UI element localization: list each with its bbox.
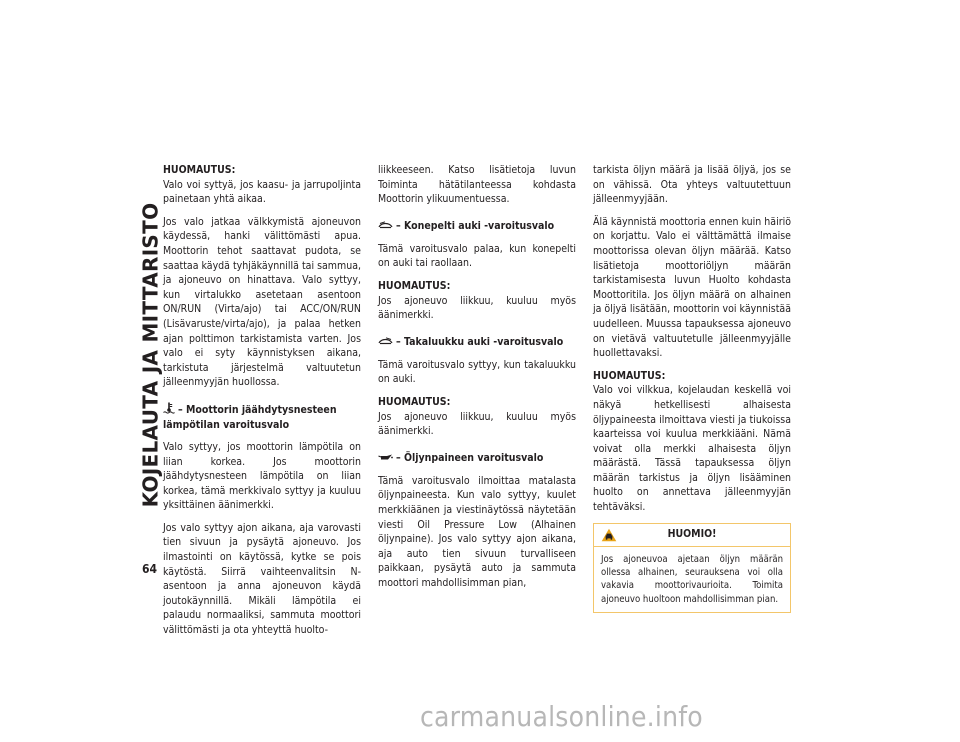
text-column-3 — [593, 163, 791, 613]
chapter-side-label — [135, 160, 165, 550]
note-title: HUOMAUTUS: — [378, 395, 451, 408]
section-heading-oil-pressure — [378, 451, 576, 466]
chapter-title: KOJELAUTA JA MITTARISTO — [138, 202, 162, 508]
note-text: Jos ajoneuvo liikkuu, kuuluu myös äänimerkki. — [378, 294, 576, 322]
paragraph: Valo syttyy, jos moottorin lämpötila on liian korkea. Jos moottorin jäähdytysnesteen lämpötila on liian korkea, tämä merkkivalo syttyy ja kuuluu yksittäinen äänimerkki. — [163, 440, 361, 512]
trunk-open-icon — [378, 336, 393, 350]
oil-can-icon — [378, 452, 393, 466]
note-title: HUOMAUTUS: — [163, 164, 236, 176]
section-heading-trunk — [378, 335, 576, 350]
warning-header — [594, 524, 790, 547]
note-text: Valo voi vilkkua, kojelaudan keskellä voi näkyä hetkellisesti alhaisesta öljypaineesta ilmoittava viesti ja tiukoissa kaarteissa voi kuulua merkkiääni. Nämä voivat olla merkki alhaisesta öljyn määrästä. Tässä tapauksessa öljyn määrän tarkistus ja öljyn lisääminen huolto on annettava jälleenmyyjän tehtäväksi. — [593, 384, 791, 514]
note-title: HUOMAUTUS: — [378, 279, 451, 292]
warning-title: HUOMIO! — [667, 528, 717, 541]
coolant-temperature-icon — [163, 402, 175, 418]
section-heading-hood — [378, 219, 576, 234]
paragraph: Tämä varoitusvalo ilmoittaa matalasta öljynpaineesta. Kun valo syttyy, kuulet merkkiäänen ja viestinäytössä näytetään viesti Oil Pressure Low (Alhainen öljynpaine). Jos valo syttyy ajon aikana, aja auto tien sivuun turvalliseen paikkaan, pysäytä auto ja sammuta moottori mahdollisimman pian, — [378, 474, 576, 589]
note — [593, 369, 791, 515]
text-column-2 — [378, 163, 576, 598]
hood-open-icon — [378, 220, 393, 234]
paragraph: Tämä varoitusvalo palaa, kun konepelti on auki tai raollaan. — [378, 242, 576, 270]
note-title: HUOMAUTUS: — [593, 369, 666, 382]
page-number: 64 — [142, 562, 158, 576]
note — [163, 163, 361, 207]
note-text: Jos ajoneuvo liikkuu, kuuluu myös äänimerkki. — [378, 410, 576, 438]
warning-text: Jos ajoneuvoa ajetaan öljyn määrän ollessa alhainen, seurauksena voi olla vakavia moottorivaurioita. Toimita ajoneuvo huoltoon mahdollisimman pian. — [601, 553, 783, 605]
section-heading-text: – Konepelti auki -varoitusvalo — [396, 219, 555, 232]
paragraph: Jos valo syttyy ajon aikana, aja varovasti tien sivuun ja pysäytä ajoneuvo. Jos ilmastointi on käytössä, kytke se pois käytöstä. Siirrä vaihteenvalitsin N-asentoon ja anna ajoneuvon käydä joutokäynnillä. Mikäli lämpötila ei palaudu normaaliksi, sammuta moottori välittömästi ja ota yhteyttä huolto- — [163, 521, 361, 637]
warning-box — [593, 523, 791, 614]
note — [378, 395, 576, 439]
paragraph: Tämä varoitusvalo syttyy, kun takaluukku on auki. — [378, 358, 576, 386]
section-heading-text: – Takaluukku auki -varoitusvalo — [396, 335, 564, 348]
text-column-1 — [163, 163, 361, 646]
warning-triangle-icon — [601, 528, 617, 547]
paragraph: Jos valo jatkaa välkkymistä ajoneuvon käydessä, hanki välittömästi apua. Moottorin tehot saattavat pudota, se saattaa käydä tyhjäkäynnillä tai sammua, ja ajoneuvo on hinattava. Valo syttyy, kun virtalukko asetetaan asentoon ON/RUN (Virta/ajo) tai ACC/ON/RUN (Lisävaruste/virta/ajo), ja palaa hetken ajan polttimon tarkistamista varten. Jos valo ei syty käynnistyksen aikana, tarkistuta järjestelmä valtuutetun jälleenmyyjän huollossa. — [163, 215, 361, 389]
note-text: Valo voi syttyä, jos kaasu- ja jarrupoljinta painetaan yhtä aikaa. — [163, 178, 361, 206]
section-heading-text: – Öljynpaineen varoitusvalo — [396, 451, 544, 464]
section-heading-coolant — [163, 402, 361, 432]
paragraph: Älä käynnistä moottoria ennen kuin häiriö on korjattu. Valo ei välttämättä ilmaise moottorissa olevan öljyn määrää. Katso lisätietoja moottoriöljyn määrän tarkistamisesta luvun Huolto kohdasta Moottoritila. Jos öljyn määrä on alhainen ja öljyä lisätään, moottorin voi käynnistää uudelleen. Muussa tapauksessa ajoneuvo on vietävä valtuutetulle jälleenmyyjälle huollettavaksi. — [593, 215, 791, 360]
section-heading-text: – Moottorin jäähdytysnesteen lämpötilan varoitusvalo — [163, 403, 337, 431]
note — [378, 279, 576, 323]
paragraph: tarkista öljyn määrä ja lisää öljyä, jos se on vähissä. Ota yhteys valtuutettuun jälleenmyyjään. — [593, 164, 791, 206]
watermark: carmanualsonline.info — [420, 700, 703, 733]
paragraph: liikkeeseen. Katso lisätietoja luvun Toiminta hätätilanteessa kohdasta Moottorin ylikuumentuessa. — [378, 164, 576, 206]
